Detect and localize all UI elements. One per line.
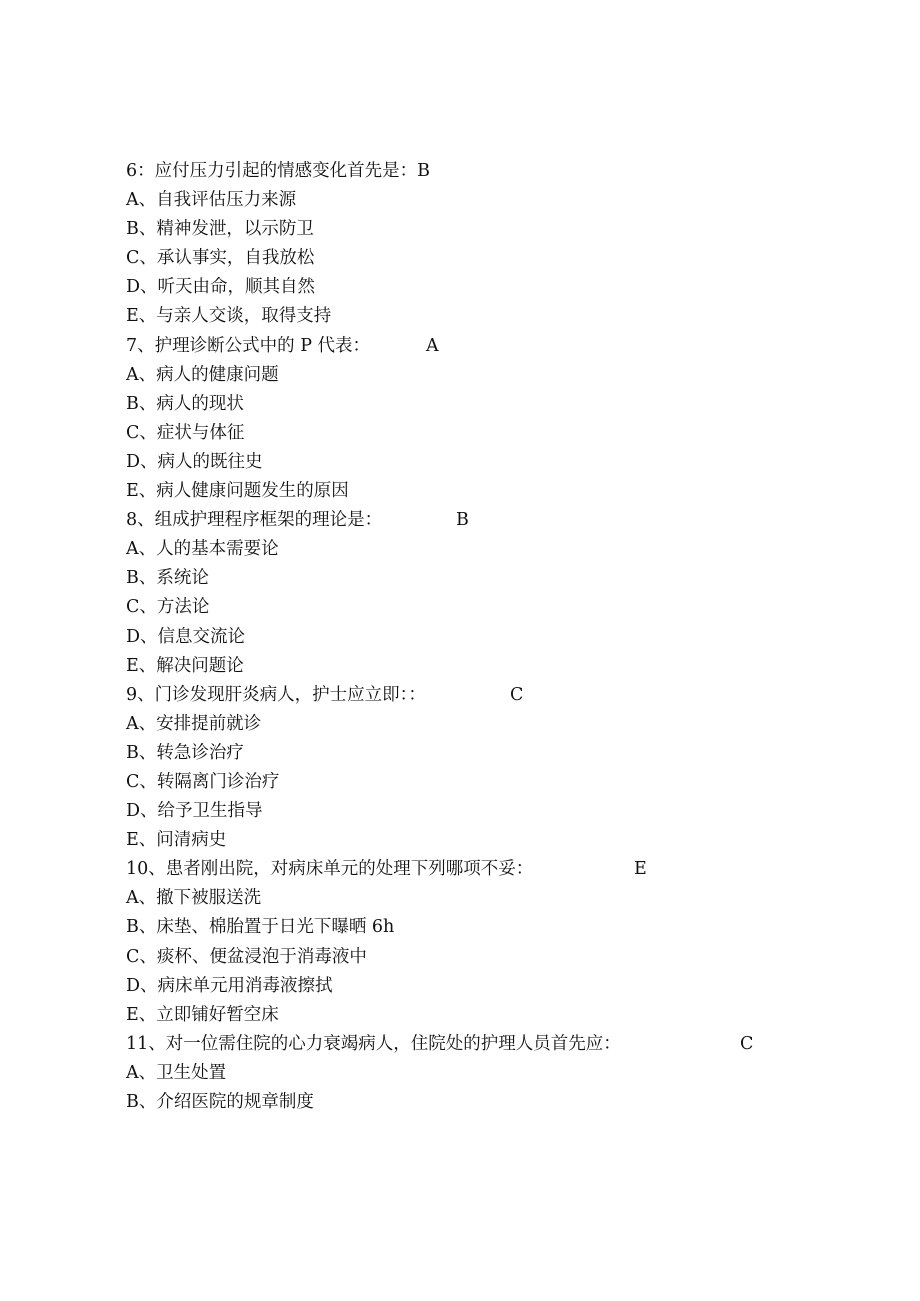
- answer-option: B、精神发泄，以示防卫: [126, 219, 314, 240]
- answer-option: E、与亲人交谈，取得支持: [126, 306, 332, 327]
- answer-option: B、介绍医院的规章制度: [126, 1092, 314, 1112]
- answer-option: A、自我评估压力来源: [126, 190, 297, 211]
- question-text: 9、门诊发现肝炎病人，护士应立即：：: [126, 684, 426, 705]
- answer-key: B: [456, 510, 469, 531]
- answer-key: C: [740, 1033, 754, 1054]
- answer-option: D、病人的既往史: [126, 451, 263, 472]
- question-text: 6：应付压力引起的情感变化首先是：B: [126, 161, 430, 181]
- question-stem: [126, 855, 806, 884]
- answer-option: C、症状与体征: [126, 422, 245, 443]
- answer-option: C、痰杯、便盆浸泡于消毒液中: [126, 946, 367, 967]
- answer-option: C、方法论: [126, 597, 210, 618]
- answer-option: D、听天由命，顺其自然: [126, 277, 316, 298]
- answer-option: A、撤下被服送洗: [126, 888, 262, 909]
- answer-option: D、病床单元用消毒液擦拭: [126, 975, 333, 996]
- answer-option: A、病人的健康问题: [126, 364, 279, 385]
- answer-option: C、承认事实，自我放松: [126, 248, 315, 269]
- question-text: 8、组成护理程序框架的理论是：: [126, 510, 383, 531]
- answer-option: E、立即铺好暂空床: [126, 1004, 279, 1025]
- answer-option: D、信息交流论: [126, 626, 246, 647]
- question-list: [126, 157, 806, 1117]
- answer-option: D、给予卫生指导: [126, 801, 263, 822]
- answer-option: E、病人健康问题发生的原因: [126, 481, 349, 502]
- answer-option: C、转隔离门诊治疗: [126, 771, 280, 792]
- question-text: 11、对一位需住院的心力衰竭病人，住院处的护理人员首先应：: [126, 1033, 621, 1054]
- answer-key: E: [634, 859, 647, 880]
- answer-option: B、床垫、棉胎置于日光下曝晒 6h: [126, 917, 395, 938]
- question-stem: [126, 681, 806, 710]
- answer-key: A: [426, 335, 439, 356]
- answer-option: B、系统论: [126, 568, 209, 589]
- answer-option: B、转急诊治疗: [126, 742, 244, 763]
- answer-option: A、安排提前就诊: [126, 713, 262, 734]
- question-stem: [126, 506, 806, 535]
- answer-key: C: [510, 684, 524, 705]
- answer-option: A、人的基本需要论: [126, 539, 279, 560]
- question-stem: [126, 1030, 806, 1059]
- answer-option: E、解决问题论: [126, 655, 244, 676]
- question-text: 10、患者刚出院，对病床单元的处理下列哪项不妥：: [126, 859, 534, 880]
- question-stem: [126, 332, 806, 361]
- answer-option: B、病人的现状: [126, 393, 244, 414]
- answer-option: E、问清病史: [126, 830, 227, 851]
- question-stem: [126, 157, 806, 186]
- answer-option: A、卫生处置: [126, 1062, 227, 1083]
- question-text: 7、护理诊断公式中的 P 代表：: [126, 335, 371, 356]
